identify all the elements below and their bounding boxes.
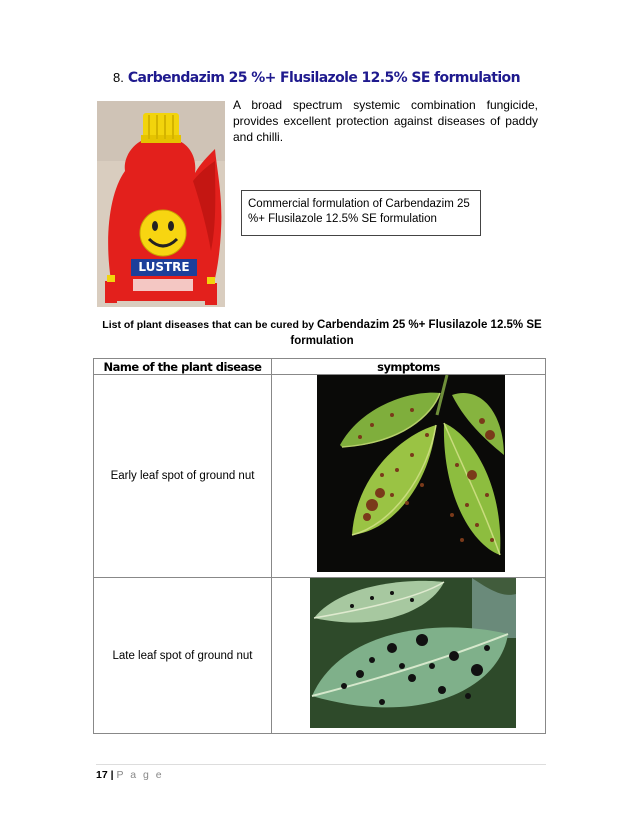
disease-list-title [98,317,546,349]
section-heading [113,70,520,86]
table-row [94,375,546,578]
header-disease-name: Name of the plant disease [94,359,272,375]
table-header-row [94,359,546,375]
page-number: 17 [96,769,108,781]
product-photo [97,101,225,307]
product-caption: Commercial formulation of Carbendazim 25 %+ Flusilazole 12.5% SE formulation [241,190,481,236]
section-title: Carbendazim 25 %+ Flusilazole 12.5% SE formulation [127,70,520,86]
footer-separator: | [110,769,114,781]
list-title-emphasis: Carbendazim 25 %+ Flusilazole 12.5% SE [317,319,542,331]
section-number: 8. [113,70,124,85]
disease-name-cell: Early leaf spot of ground nut [94,375,272,578]
product-description: A broad spectrum systemic combination fungicide, provides excellent protection against diseases of paddy and chilli. [233,98,538,144]
table-row [94,578,546,734]
header-symptoms: symptoms [272,359,546,375]
page-footer [96,764,546,781]
disease-name-cell: Late leaf spot of ground nut [94,578,272,734]
list-title-prefix: List of plant diseases that can be cured by [102,319,318,331]
symptom-image-cell [272,375,546,578]
list-title-suffix: formulation [290,335,354,347]
disease-table [93,358,546,734]
early-leaf-spot-photo [272,375,545,572]
late-leaf-spot-photo [272,578,545,728]
symptom-image-cell [272,578,546,734]
page-word: P a g e [116,769,164,781]
product-label: LUSTRE [138,260,190,274]
